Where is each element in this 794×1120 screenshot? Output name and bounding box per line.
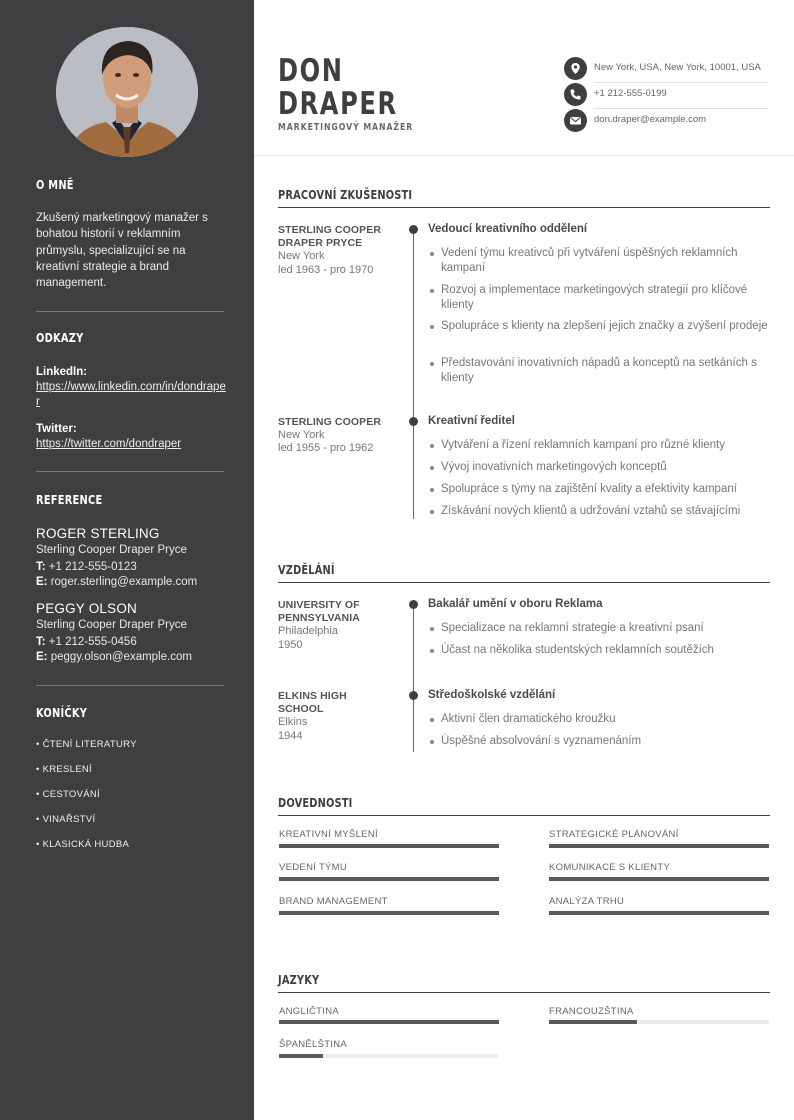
contact-text: don.draper@example.com — [594, 114, 707, 125]
education-bullet: Specializace na reklamní strategie a kreativní psaní — [441, 622, 704, 634]
language-bar-fill — [549, 1020, 637, 1024]
email-icon — [564, 109, 587, 132]
skills-heading: DOVEDNOSTI — [278, 796, 353, 810]
timeline-line — [413, 604, 414, 752]
bullet-dot — [430, 649, 434, 653]
timeline-dot — [409, 600, 418, 609]
hobby-item: • KLASICKÁ HUDBA — [36, 839, 130, 850]
language-bar — [279, 1054, 499, 1058]
school-name: SCHOOL — [278, 703, 324, 715]
references-heading: REFERENCE — [36, 493, 103, 507]
reference-email: E: peggy.olson@example.com — [36, 651, 192, 663]
employment-dates: led 1963 - pro 1970 — [278, 264, 374, 276]
employer-location: New York — [278, 429, 325, 441]
degree: Bakalář umění v oboru Reklama — [428, 598, 603, 610]
employer-name: STERLING COOPER — [278, 224, 382, 236]
bullet-dot — [430, 510, 434, 514]
degree: Středoškolské vzdělání — [428, 689, 556, 701]
job-bullet: Spolupráce s týmy na zajištění kvality a efektivity kampaní — [441, 483, 737, 495]
bullet-dot — [430, 252, 434, 256]
bullet-dot — [430, 289, 434, 293]
reference-phone: T: +1 212-555-0123 — [36, 561, 137, 573]
last-name: DRAPER — [278, 86, 398, 122]
bullet-dot — [430, 718, 434, 722]
hobby-item: • ČTENÍ LITERATURY — [36, 739, 137, 750]
section-rule — [278, 815, 770, 816]
contact-email — [564, 109, 769, 135]
reference-name: ROGER STERLING — [36, 526, 160, 541]
skill-bar — [549, 911, 769, 915]
skill-bar-fill — [549, 877, 769, 881]
language-bar — [549, 1020, 769, 1024]
links-heading: ODKAZY — [36, 331, 84, 345]
contact-text: New York, USA, New York, 10001, USA — [594, 62, 761, 73]
school-name: ELKINS HIGH — [278, 690, 347, 702]
hobby-item: • VINAŘSTVÍ — [36, 814, 96, 825]
language-label: ANGLIČTINA — [279, 1006, 340, 1017]
job-bullet: Vývoj inovativních marketingových konceptů — [441, 461, 667, 473]
reference-company: Sterling Cooper Draper Pryce — [36, 544, 187, 556]
skill-label: BRAND MANAGEMENT — [279, 896, 388, 907]
job-bullet: Představování inovativních nápadů a konceptů na setkáních s klienty — [441, 357, 757, 384]
job-bullet: Rozvoj a implementace marketingových strategií pro klíčové klienty — [441, 284, 748, 311]
employer-name: STERLING COOPER — [278, 416, 382, 428]
linkedin-link[interactable]: https://www.linkedin.com/in/dondraper — [36, 381, 226, 408]
reference-company: Sterling Cooper Draper Pryce — [36, 619, 187, 631]
graduation-year: 1950 — [278, 639, 303, 651]
job-bullet: Vytváření a řízení reklamních kampaní pro různé klienty — [441, 439, 726, 451]
timeline-line — [413, 229, 414, 519]
linkedin-label: LinkedIn: — [36, 366, 88, 378]
timeline-dot — [409, 417, 418, 426]
education-bullet: Úspěšné absolvování s vyznamenáním — [441, 735, 642, 747]
language-bar-fill — [279, 1054, 323, 1058]
language-bar-fill — [279, 1020, 499, 1024]
skill-bar — [279, 877, 499, 881]
first-name: DON — [278, 53, 344, 89]
bullet-dot — [430, 740, 434, 744]
employer-name: DRAPER PRYCE — [278, 237, 363, 249]
skill-bar — [549, 877, 769, 881]
school-location: Elkins — [278, 716, 308, 728]
bullet-dot — [430, 362, 434, 366]
divider — [36, 311, 224, 312]
hobby-item: • KRESLENÍ — [36, 764, 92, 775]
job-title: MARKETINGOVÝ MANAŽER — [278, 122, 414, 133]
skill-label: VEDENÍ TÝMU — [279, 862, 348, 873]
section-rule — [278, 992, 770, 993]
job-bullet: Vedení týmu kreativců při vytváření úspěšných reklamních kampaní — [441, 247, 738, 274]
job-role: Vedoucí kreativního oddělení — [428, 223, 588, 235]
divider — [36, 471, 224, 472]
school-name: PENNSYLVANIA — [278, 612, 360, 624]
about-heading: O MNĚ — [36, 178, 74, 192]
skill-label: KREATIVNÍ MYŠLENÍ — [279, 829, 378, 840]
school-location: Philadelphia — [278, 625, 338, 637]
about-text: Zkušený marketingový manažer s bohatou historií v reklamním průmyslu, specializující se na kreativní strategie a brand management. — [36, 212, 208, 290]
section-rule — [278, 207, 770, 208]
twitter-label: Twitter: — [36, 423, 77, 435]
skill-label: KOMUNIKACE S KLIENTY — [549, 862, 671, 873]
bullet-dot — [430, 466, 434, 470]
language-label: FRANCOUZŠTINA — [549, 1006, 634, 1017]
language-label: ŠPANĚLŠTINA — [279, 1039, 348, 1050]
education-bullet: Účast na několika studentských reklamních soutěžích — [441, 644, 714, 656]
education-heading: VZDĚLÁNÍ — [278, 563, 335, 577]
contact-phone — [564, 83, 769, 109]
timeline-dot — [409, 225, 418, 234]
skill-label: STRATEGICKÉ PLÁNOVÁNÍ — [549, 829, 679, 840]
language-bar — [279, 1020, 499, 1024]
location-pin-icon — [564, 57, 587, 80]
twitter-link[interactable]: https://twitter.com/dondraper — [36, 438, 182, 450]
reference-email: E: roger.sterling@example.com — [36, 576, 198, 588]
bullet-dot — [430, 325, 434, 329]
skill-bar-fill — [549, 844, 769, 848]
employment-dates: led 1955 - pro 1962 — [278, 442, 374, 454]
hobbies-heading: KONÍČKY — [36, 706, 88, 720]
timeline-dot — [409, 691, 418, 700]
phone-icon — [564, 83, 587, 106]
contact-text: +1 212-555-0199 — [594, 88, 667, 99]
bullet-dot — [430, 488, 434, 492]
school-name: UNIVERSITY OF — [278, 599, 360, 611]
skill-bar-fill — [279, 911, 499, 915]
header-divider — [254, 155, 794, 156]
skill-bar-fill — [279, 877, 499, 881]
skill-bar — [549, 844, 769, 848]
skill-bar — [279, 911, 499, 915]
reference-name: PEGGY OLSON — [36, 601, 137, 616]
experience-heading: PRACOVNÍ ZKUŠENOSTI — [278, 188, 413, 202]
profile-photo — [56, 27, 198, 157]
hobby-item: • CESTOVÁNÍ — [36, 789, 100, 800]
employer-location: New York — [278, 250, 325, 262]
skill-bar-fill — [279, 844, 499, 848]
skill-label: ANALÝZA TRHU — [549, 896, 625, 907]
graduation-year: 1944 — [278, 730, 303, 742]
bullet-dot — [430, 627, 434, 631]
sidebar — [0, 0, 254, 1120]
divider — [36, 685, 224, 686]
job-bullet: Spolupráce s klienty na zlepšení jejich značky a zvýšení prodeje — [441, 320, 768, 332]
job-bullet: Získávání nových klientů a udržování vztahů se stávajícími — [441, 505, 741, 517]
bullet-dot — [430, 444, 434, 448]
section-rule — [278, 582, 770, 583]
reference-phone: T: +1 212-555-0456 — [36, 636, 137, 648]
languages-heading: JAZYKY — [278, 973, 320, 987]
job-role: Kreativní ředitel — [428, 415, 515, 427]
skill-bar-fill — [549, 911, 769, 915]
contact-address — [564, 57, 769, 83]
skill-bar — [279, 844, 499, 848]
education-bullet: Aktivní člen dramatického kroužku — [441, 713, 616, 725]
